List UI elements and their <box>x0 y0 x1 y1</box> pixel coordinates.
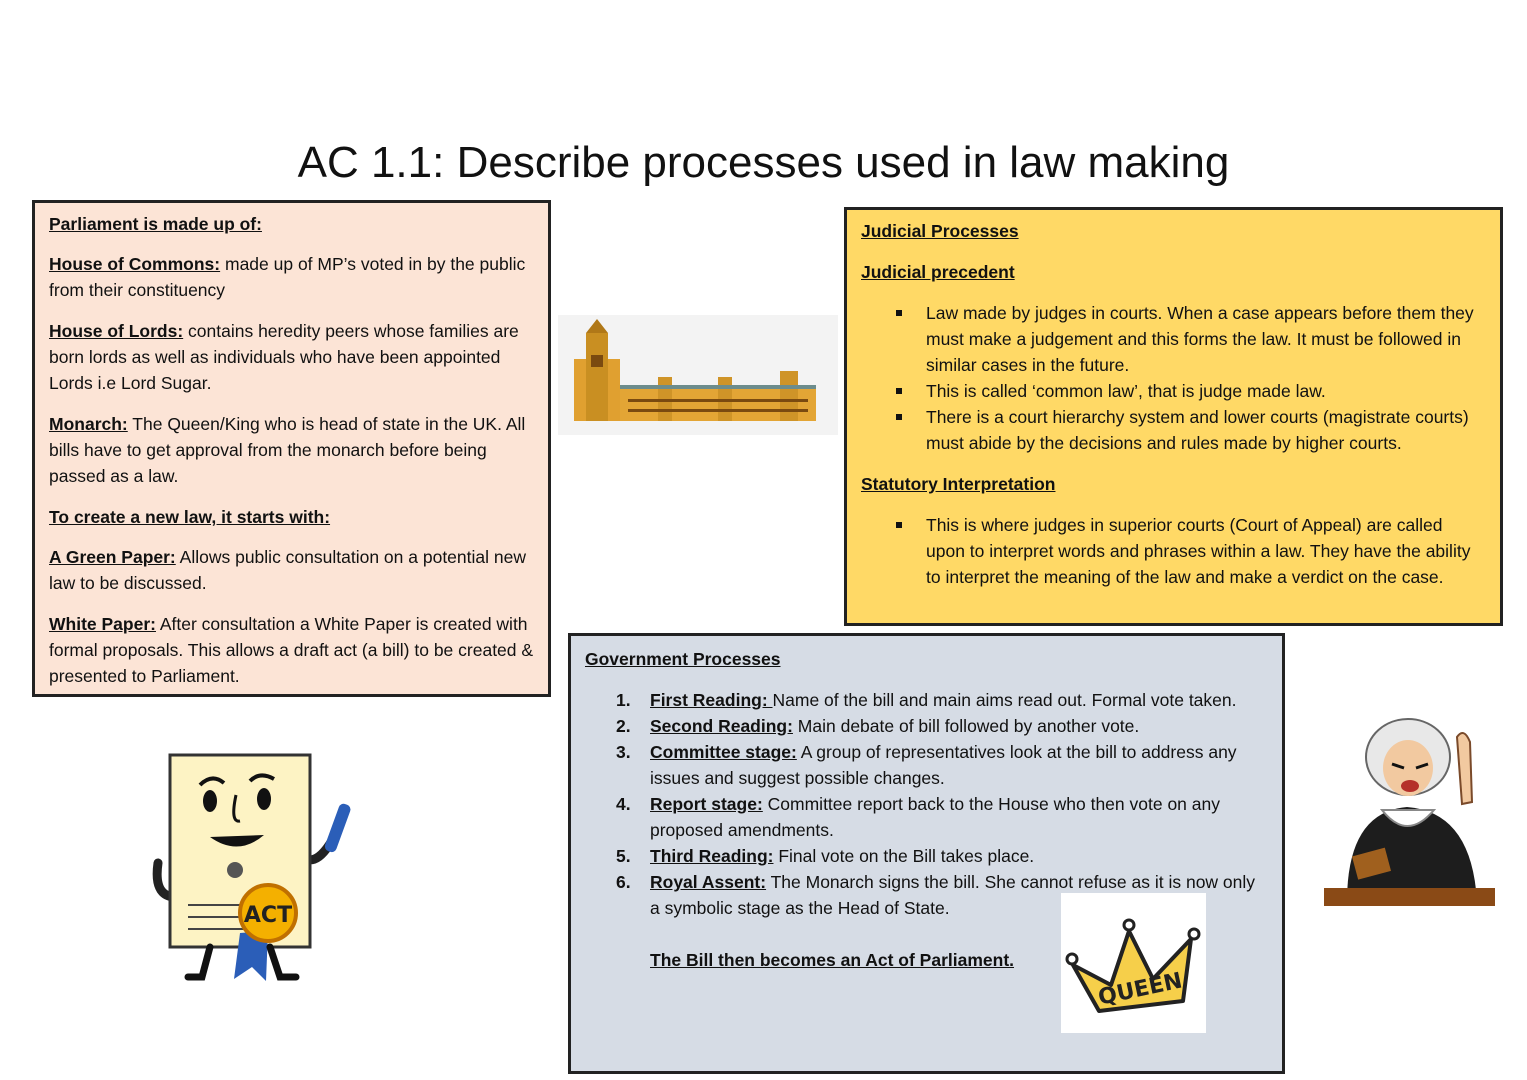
commons-label: House of Commons: <box>49 254 221 274</box>
government-steps <box>585 687 1268 921</box>
green-paper-label: A Green Paper: <box>49 547 176 567</box>
monarch-text: The Queen/King who is head of state in the UK. All bills have to get approval from the monarch before being passed as a law. <box>49 414 526 486</box>
new-law-heading: To create a new law, it starts with: <box>49 507 331 527</box>
judge-cartoon <box>1322 712 1497 912</box>
list-item: Law made by judges in courts. When a case appears before them they must make a judgement and this forms the law. It must be followed in similar cases in the future. <box>926 300 1486 378</box>
houses-of-parliament-image <box>558 315 838 435</box>
step-item: 6. Royal Assent: The Monarch signs the bill. She cannot refuse as it is now only a symbolic stage as the Head of State. <box>616 872 1256 918</box>
statutory-heading: Statutory Interpretation <box>861 474 1056 494</box>
judicial-processes-box <box>844 207 1503 626</box>
green-paper-text: Allows public consultation on a potential new law to be discussed. <box>49 547 526 593</box>
act-document-cartoon <box>140 745 360 985</box>
list-item: This is called ‘common law’, that is judge made law. <box>926 378 1486 404</box>
parliament-heading: Parliament is made up of: <box>49 214 262 234</box>
precedent-list <box>861 300 1486 456</box>
white-paper-label: White Paper: <box>49 614 156 634</box>
list-item: There is a court hierarchy system and lower courts (magistrate courts) must abide by the decisions and rules made by higher courts. <box>926 404 1486 456</box>
step-item: 1. First Reading: Name of the bill and main aims read out. Formal vote taken. <box>616 690 1237 710</box>
monarch-label: Monarch: <box>49 414 128 434</box>
step-item: 3. Committee stage: A group of representatives look at the bill to address any issues and suggest possible changes. <box>616 742 1237 788</box>
precedent-heading: Judicial precedent <box>861 262 1015 282</box>
step-item: 2. Second Reading: Main debate of bill followed by another vote. <box>616 716 1140 736</box>
government-heading: Government Processes <box>585 649 781 669</box>
commons-text: made up of MP’s voted in by the public from their constituency <box>49 254 526 300</box>
judicial-heading: Judicial Processes <box>861 221 1019 241</box>
act-badge-text: ACT <box>243 903 293 928</box>
queen-crown-image <box>1061 893 1206 1033</box>
parliament-box <box>32 200 551 697</box>
step-item: 5. Third Reading: Final vote on the Bill takes place. <box>616 846 1035 866</box>
white-paper-text: After consultation a White Paper is created with formal proposals. This allows a draft act (a bill) to be created & presented to Parliament. <box>49 614 534 686</box>
list-item: This is where judges in superior courts (Court of Appeal) are called upon to interpret words and phrases within a law. They have the ability to interpret the meaning of the law and make a verdict on the case. <box>926 512 1486 590</box>
page-title: AC 1.1: Describe processes used in law making <box>297 138 1230 187</box>
lords-label: House of Lords: <box>49 321 184 341</box>
statutory-list <box>861 512 1486 590</box>
lords-text: contains heredity peers whose families are born lords as well as individuals who have been appointed Lords i.e Lord Sugar. <box>49 321 519 393</box>
crown-text: QUEEN <box>1096 968 1185 1011</box>
act-of-parliament-statement: The Bill then becomes an Act of Parliament. <box>650 950 1015 970</box>
step-item: 4. Report stage: Committee report back to the House who then vote on any proposed amendments. <box>616 794 1220 840</box>
